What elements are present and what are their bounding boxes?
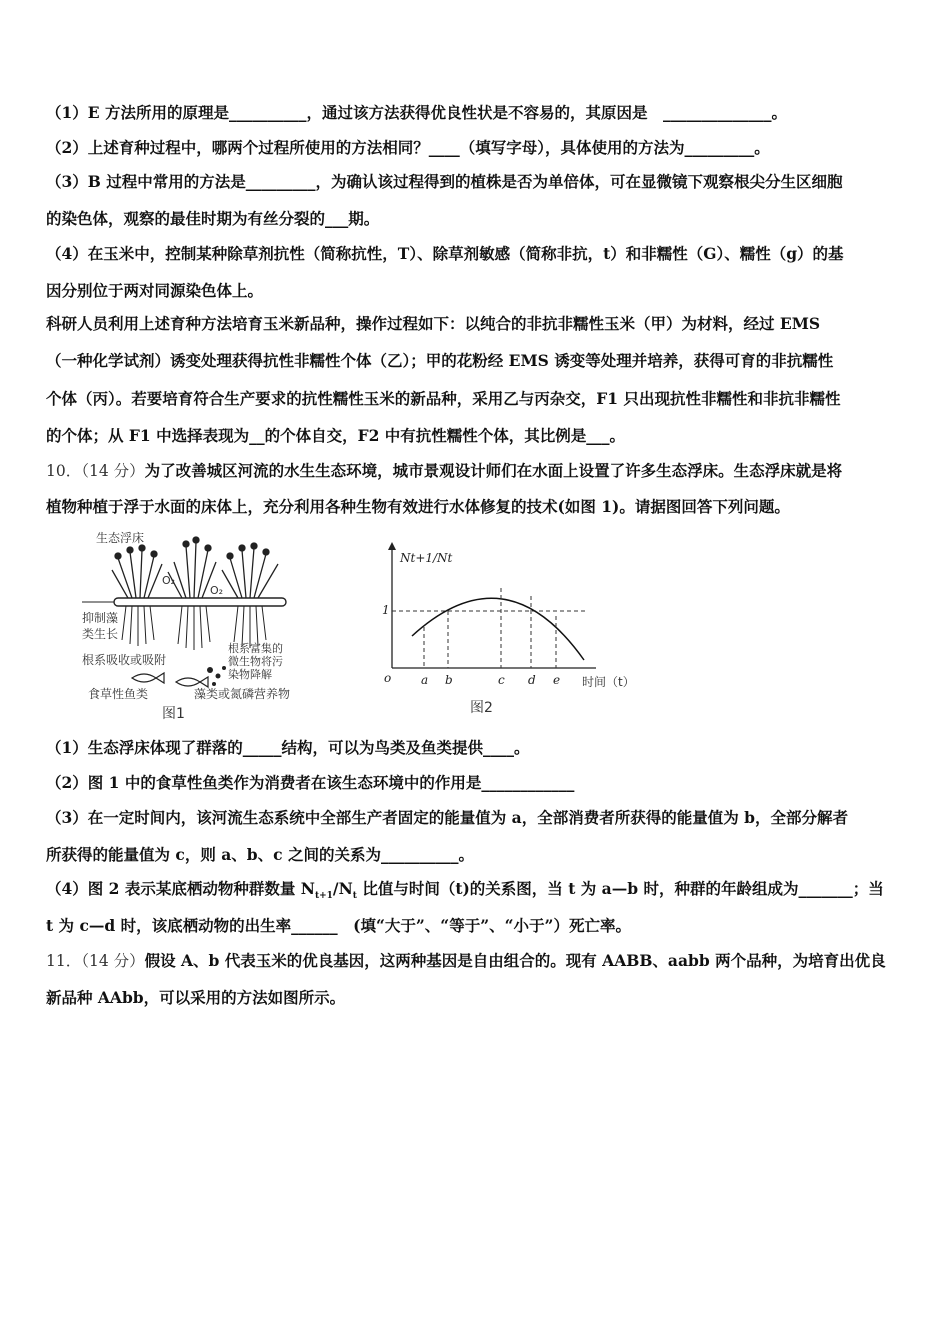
q10-sub1: （1）生态浮床体现了群落的_____结构，可以为鸟类及鱼类提供____。 — [46, 738, 530, 757]
q11-number: 11．（14 分） — [46, 952, 145, 970]
q10-sub4-text-b: /N — [332, 879, 353, 898]
plant-cluster-middle — [168, 537, 216, 598]
q10-stem-line2: 植物种植于浮于水面的床体上，充分利用各种生物有效进行水体修复的技术(如图 1)。请据图回答下列问题。 — [46, 497, 790, 516]
fig2-tick-c: c — [498, 673, 505, 687]
herbivorous-fish-icon — [132, 673, 208, 687]
fig1-label-root-absorb: 根系吸收或吸附 — [82, 653, 167, 667]
q10-sub4-subscript-2: t — [352, 891, 357, 902]
fig2-tick-e: e — [553, 673, 561, 687]
q9-sub4-line2: 因分别位于两对同源染色体上。 — [46, 281, 264, 300]
fig2-tick-d: d — [528, 673, 536, 687]
figure-2-ratio-curve — [356, 540, 656, 720]
fig1-label-suppress-line2: 类生长 — [82, 627, 119, 641]
q9-sub3-line1: （3）B 过程中常用的方法是_________，为确认该过程得到的植株是否为单倍体，可在显微镜下观察根尖分生区细胞 — [46, 172, 843, 191]
q9-sub4-line3: 科研人员利用上述育种方法培育玉米新品种，操作过程如下：以纯合的非抗非糯性玉米（甲）为材料，经过 EMS — [46, 314, 821, 333]
q10-number: 10．（14 分） — [46, 462, 145, 480]
q9-sub4-line1: （4）在玉米中，控制某种除草剂抗性（简称抗性，T）、除草剂敏感（简称非抗，t）和非糯性（G）、糯性（g）的基 — [46, 244, 844, 263]
fig1-o2-label-2: O₂ — [210, 584, 224, 597]
q10-sub4-line1 — [46, 879, 908, 902]
plant-cluster-left — [112, 545, 162, 598]
q10-sub4-text-a: （4）图 2 表示某底栖动物种群数量 N — [46, 879, 315, 898]
fig2-tick-b: b — [445, 673, 453, 687]
fig1-label-microbes-line3: 染物降解 — [228, 668, 272, 681]
fig1-label-suppress-line1: 抑制藻 — [82, 611, 119, 625]
ratio-curve — [412, 598, 584, 660]
q9-sub3-line2: 的染色体，观察的最佳时期为有丝分裂的___期。 — [46, 209, 380, 228]
fig2-caption: 图2 — [470, 700, 493, 716]
floating-bed — [114, 598, 286, 606]
fig2-ylabel: Nt+1/Nt — [400, 551, 453, 565]
plant-cluster-right — [222, 543, 278, 598]
fig2-xlabel: 时间（t） — [582, 675, 635, 689]
q11-stem-line1 — [46, 951, 908, 971]
q10-sub3-line2: 所获得的能量值为 c，则 a、b、c 之间的关系为__________。 — [46, 845, 474, 864]
fig1-label-algae: 藻类或氮磷营养物 — [194, 687, 291, 701]
algae-particles-icon — [207, 666, 226, 686]
q9-sub1: （1）E 方法所用的原理是__________，通过该方法获得优良性状是不容易的，其原因是 ______________。 — [46, 103, 787, 122]
fig1-label-microbes-line2: 微生物将污 — [228, 655, 283, 668]
fig2-origin: o — [384, 671, 392, 685]
fig1-title: 生态浮床 — [96, 531, 145, 545]
q11-stem-line2: 新品种 AAbb，可以采用的方法如图所示。 — [46, 988, 346, 1007]
q10-stem-text: 为了改善城区河流的水生生态环境，城市景观设计师们在水面上设置了许多生态浮床。生态浮床就是将 — [144, 461, 843, 480]
fig1-caption: 图1 — [162, 706, 185, 722]
fig2-tick-labels — [421, 673, 560, 687]
q10-stem-line1 — [46, 461, 908, 481]
q10-sub4-subscript-1: t+1 — [314, 891, 333, 902]
fig1-label-fish: 食草性鱼类 — [88, 687, 149, 701]
q10-sub2: （2）图 1 中的食草性鱼类作为消费者在该生态环境中的作用是____________ — [46, 773, 575, 792]
q9-sub2: （2）上述育种过程中，哪两个过程所使用的方法相同？____（填写字母），具体使用的方法为_________。 — [46, 138, 770, 157]
fig2-ytick-one: 1 — [382, 603, 390, 617]
q9-sub4-line6: 的个体；从 F1 中选择表现为__的个体自交，F2 中有抗性糯性个体，其比例是___。 — [46, 426, 626, 445]
q9-sub4-line5: 个体（丙）。若要培育符合生产要求的抗性糯性玉米的新品种，采用乙与丙杂交，F1 只出现抗性非糯性和非抗非糯性 — [46, 389, 841, 408]
fig1-o2-label-1: O₂ — [162, 574, 176, 587]
tick-dashed-guides — [424, 588, 556, 668]
figure-1-ecological-floating-bed — [82, 528, 310, 724]
fig1-label-microbes-line1: 根系富集的 — [228, 642, 283, 655]
q11-stem-text: 假设 A、b 代表玉米的优良基因，这两种基因是自由组合的。现有 AABB、aabb 两个品种，为培育出优良 — [144, 951, 886, 970]
q10-sub4-text-c: 比值与时间（t)的关系图，当 t 为 a—b 时，种群的年龄组成为_______；当 — [356, 879, 884, 898]
q9-sub4-line4: （一种化学试剂）诱变处理获得抗性非糯性个体（乙）；甲的花粉经 EMS 诱变等处理并培养，获得可育的非抗糯性 — [46, 351, 834, 370]
fig2-tick-a: a — [421, 673, 429, 687]
y-axis-arrow — [388, 542, 396, 550]
q10-sub3-line1: （3）在一定时间内，该河流生态系统中全部生产者固定的能量值为 a，全部消费者所获得的能量值为 b，全部分解者 — [46, 808, 848, 827]
q10-sub4-line2: t 为 c—d 时，该底栖动物的出生率______ (填“大于”、“等于”、“小于”）死亡率。 — [46, 916, 631, 935]
